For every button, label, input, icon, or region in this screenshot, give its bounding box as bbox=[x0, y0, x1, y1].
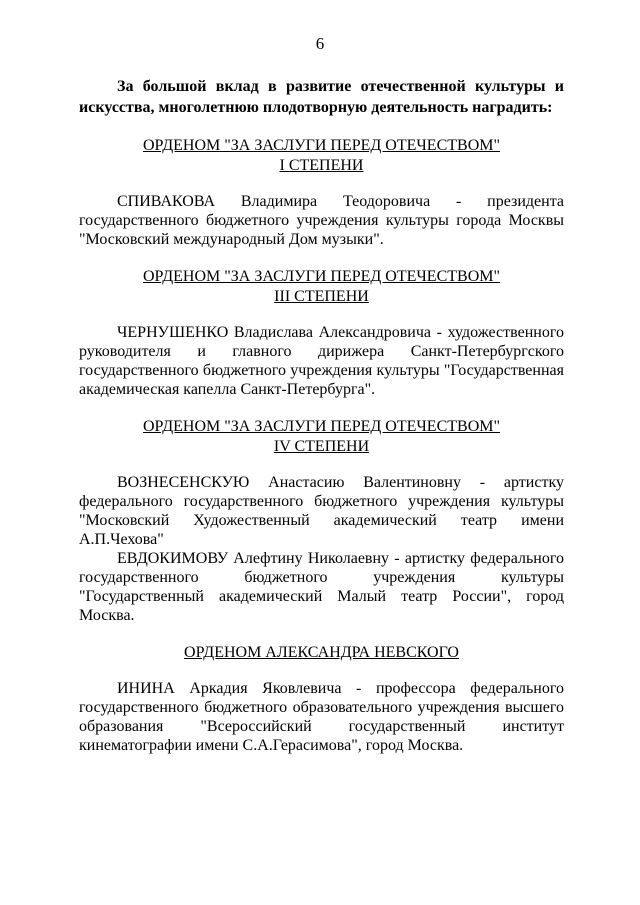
order-heading bbox=[79, 136, 564, 176]
order-heading bbox=[79, 267, 564, 307]
document-body bbox=[79, 76, 564, 773]
award-paragraph: ЧЕРНУШЕНКО Владислава Александровича - художественного руководителя и главного дирижера Санкт-Петербургского государственного бюджетного учреждения культуры "Государственная академическая капелла Санкт-Петербурга". bbox=[79, 324, 564, 398]
order-heading bbox=[79, 417, 564, 457]
award-section-order-merit-1 bbox=[79, 136, 564, 249]
award-paragraph: ЕВДОКИМОВУ Алефтину Николаевну - артистку федерального государственного бюджетного учреждения культуры "Государственный академический Малый театр России", город Москва. bbox=[79, 550, 564, 624]
order-title: ОРДЕНОМ "ЗА ЗАСЛУГИ ПЕРЕД ОТЕЧЕСТВОМ" bbox=[142, 418, 501, 435]
award-section-order-merit-4 bbox=[79, 417, 564, 625]
order-degree: I СТЕПЕНИ bbox=[279, 157, 364, 174]
order-heading bbox=[79, 643, 564, 663]
award-paragraph: ИНИНА Аркадия Яковлевича - профессора федерального государственного бюджетного образовательного учреждения высшего образования "Всероссийский государственный институт кинематографии имени С.А.Герасимова", город Москва. bbox=[79, 680, 564, 754]
award-section-order-merit-3 bbox=[79, 267, 564, 399]
order-degree: III СТЕПЕНИ bbox=[274, 288, 369, 305]
order-title: ОРДЕНОМ "ЗА ЗАСЛУГИ ПЕРЕД ОТЕЧЕСТВОМ" bbox=[142, 268, 501, 285]
order-title: ОРДЕНОМ АЛЕКСАНДРА НЕВСКОГО bbox=[184, 644, 459, 661]
page-number: 6 bbox=[315, 34, 325, 53]
order-title: ОРДЕНОМ "ЗА ЗАСЛУГИ ПЕРЕД ОТЕЧЕСТВОМ" bbox=[142, 137, 501, 154]
award-paragraph: ВОЗНЕСЕНСКУЮ Анастасию Валентиновну - артистку федерального государственного бюджетного учреждения культуры "Московский Художественный академический театр имени А.П.Чехова" bbox=[79, 474, 564, 548]
award-section-order-nevsky bbox=[79, 643, 564, 755]
order-degree: IV СТЕПЕНИ bbox=[273, 438, 370, 455]
award-paragraph: СПИВАКОВА Владимира Теодоровича - президента государственного бюджетного учреждения культуры города Москвы "Московский международный Дом музыки". bbox=[79, 193, 564, 248]
intro-paragraph: За большой вклад в развитие отечественной культуры и искусства, многолетнюю плодотворную деятельность наградить: bbox=[79, 78, 564, 116]
